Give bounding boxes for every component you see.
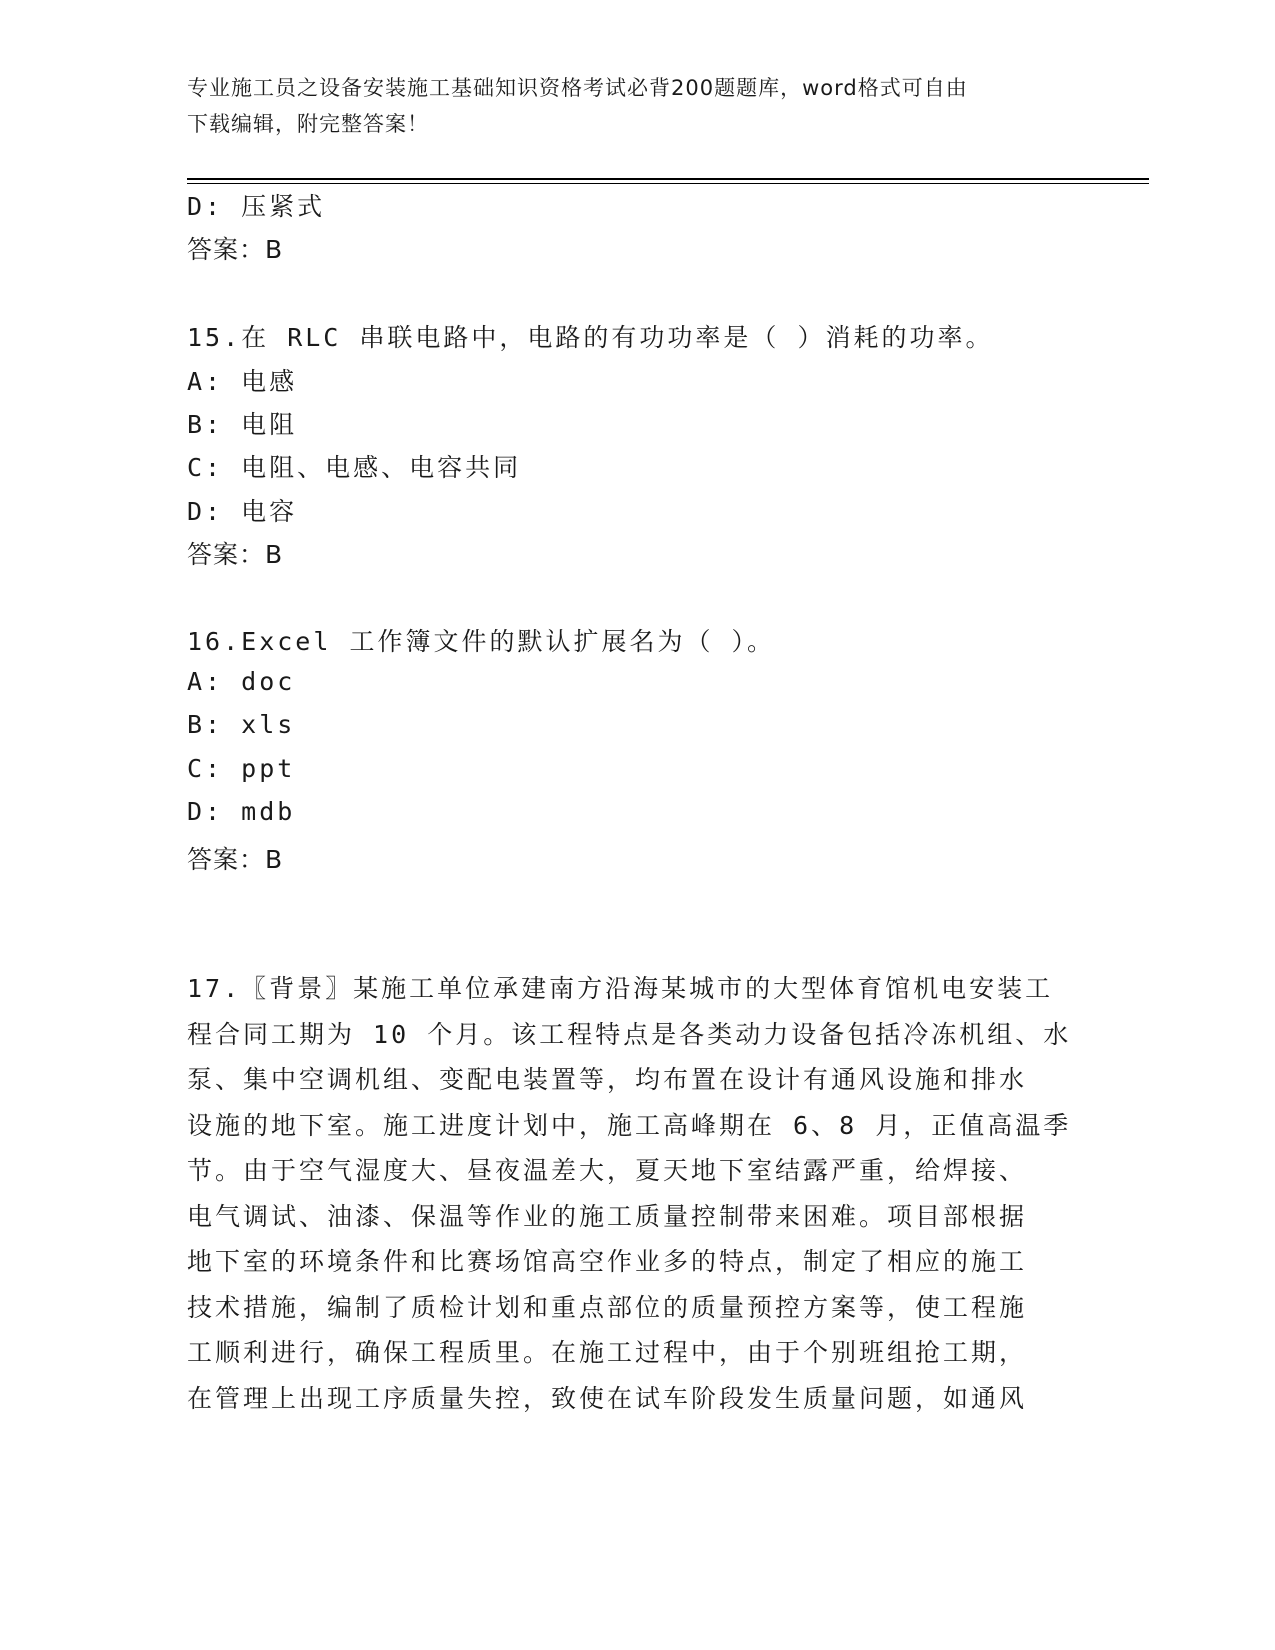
q15-option-d: D: 电容 — [187, 497, 298, 526]
q17-line: 在管理上出现工序质量失控，致使在试车阶段发生质量问题，如通风 — [187, 1383, 1028, 1413]
q14-option-d: D: 压紧式 — [187, 192, 326, 221]
header-rule-thin — [187, 183, 1149, 184]
q17-paragraph — [187, 966, 1077, 1421]
q16-option-d: D: mdb — [187, 797, 296, 826]
q17-line: 节。由于空气湿度大、昼夜温差大，夏天地下室结露严重，给焊接、 — [187, 1156, 1028, 1185]
q17-line: 设施的地下室。施工进度计划中，施工高峰期在 6、8 月，正值高温季 — [187, 1110, 1072, 1140]
header-line-2: 下载编辑，附完整答案！ — [187, 112, 429, 136]
q15-answer: 答案：B — [187, 540, 284, 569]
q15-question: 15.在 RLC 串联电路中，电路的有功功率是（ ）消耗的功率。 — [187, 323, 994, 352]
header-line-1: 专业施工员之设备安装施工基础知识资格考试必背200题题库，word格式可自由 — [187, 76, 968, 100]
q17-line: 电气调试、油漆、保温等作业的施工质量控制带来困难。项目部根据 — [187, 1201, 1028, 1231]
q17-line: 17.〖背景〗某施工单位承建南方沿海某城市的大型体育馆机电安装工 — [187, 974, 1054, 1003]
q16-option-a: A: doc — [187, 667, 296, 696]
q17-line: 地下室的环境条件和比赛场馆高空作业多的特点，制定了相应的施工 — [187, 1247, 1028, 1276]
q16-answer: 答案：B — [187, 845, 284, 874]
q15-option-c: C: 电阻、电感、电容共同 — [187, 453, 522, 482]
q17-line: 工顺利进行，确保工程质里。在施工过程中，由于个别班组抢工期， — [187, 1338, 1028, 1367]
q15-option-b: B: 电阻 — [187, 410, 298, 439]
q17-line: 技术措施，编制了质检计划和重点部位的质量预控方案等，使工程施 — [187, 1292, 1028, 1322]
q14-answer: 答案：B — [187, 235, 284, 264]
q17-line: 泵、集中空调机组、变配电装置等，均布置在设计有通风设施和排水 — [187, 1065, 1028, 1094]
page-header — [187, 70, 1067, 142]
q15-option-a: A: 电感 — [187, 367, 298, 396]
q16-option-b: B: xls — [187, 710, 296, 739]
q16-option-c: C: ppt — [187, 754, 296, 783]
q17-line: 程合同工期为 10 个月。该工程特点是各类动力设备包括冷冻机组、水 — [187, 1019, 1072, 1049]
q16-question: 16.Excel 工作簿文件的默认扩展名为（ ）。 — [187, 627, 776, 656]
header-rule-thick — [187, 178, 1149, 180]
